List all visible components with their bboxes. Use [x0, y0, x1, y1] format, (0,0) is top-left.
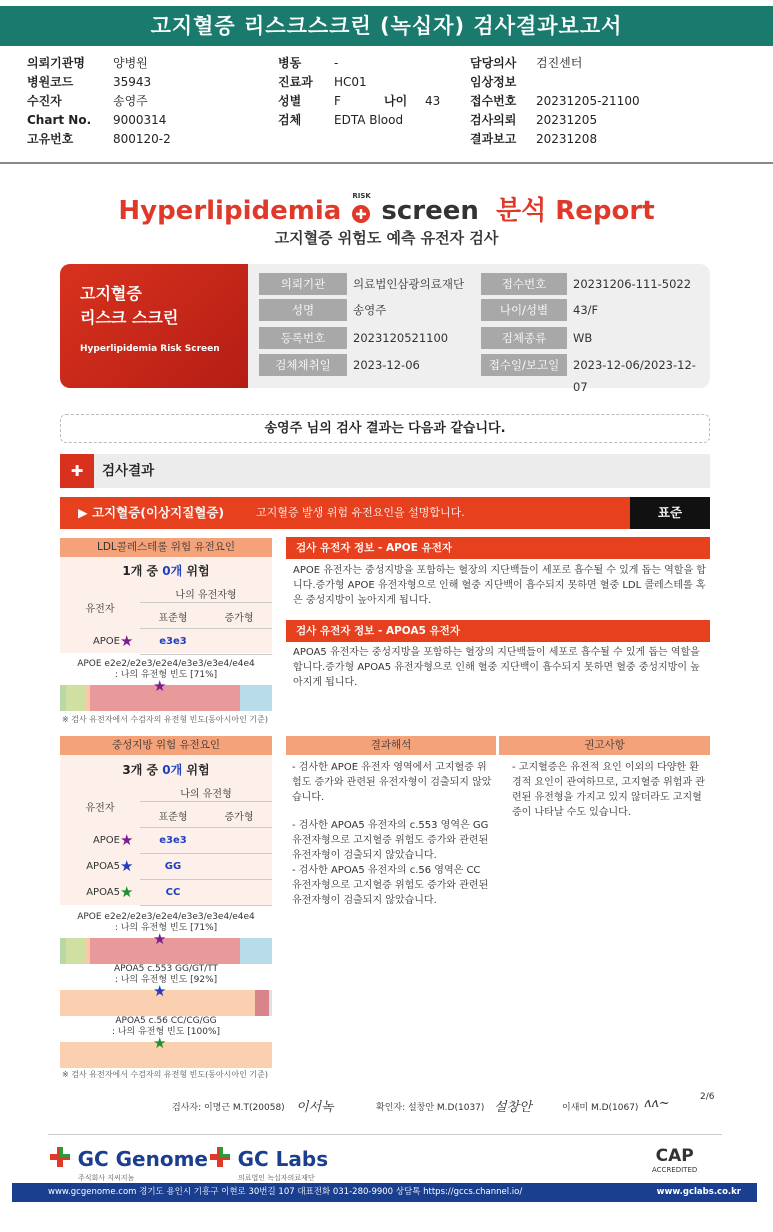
frequency-value: : 나의 유전형 빈도 [100%] — [111, 1027, 221, 1037]
category-desc: 고지혈증 발생 위험 유전요인을 설명합니다. — [256, 506, 465, 519]
header-row — [27, 130, 171, 149]
column-header-my: 나의 유전자형 — [175, 590, 237, 601]
footer-website: www.gclabs.co.kr — [656, 1187, 741, 1197]
column-header-gene: 유전자 — [85, 604, 115, 615]
header-key: 검체 — [278, 113, 302, 127]
risk-logo-icon — [350, 191, 372, 222]
frequency-value: : 나의 유전형 빈도 [71%] — [114, 923, 218, 933]
star-icon: ★ — [120, 883, 134, 901]
table-line — [140, 853, 272, 854]
ldl-count: 1개 중 0개 위험 — [122, 564, 210, 578]
table-line — [140, 654, 272, 655]
header-row — [278, 54, 403, 73]
header-row — [470, 92, 640, 111]
gene-info-apoe-header: 검사 유전자 정보 - APOE 유전자 — [286, 537, 710, 559]
cap-name: CAP — [655, 1146, 694, 1166]
gc-labs-name: GC Labs — [237, 1147, 329, 1171]
third-signer-label: 이새미 M.D(1067) — [562, 1103, 639, 1113]
cap-accredited-logo — [652, 1146, 697, 1174]
report-title: 고지혈증 리스크스크린 (녹십자) 검사결과보고서 — [0, 6, 773, 46]
ldl-note: ※ 검사 유전자에서 수검자의 유전형 빈도(동아시아인 기준) — [62, 715, 268, 724]
header-key: 임상정보 — [470, 75, 517, 89]
info-key: 접수일/보고일 — [481, 354, 567, 376]
header-value: EDTA Blood — [334, 113, 404, 127]
tester-signature: 이서녹 — [296, 1100, 334, 1115]
footer-divider — [48, 1134, 722, 1135]
category-name: ▶ 고지혈증(이상지질혈증) — [78, 505, 225, 520]
frequency-label: APOE e2e2/e2e3/e2e4/e3e3/e3e4/e4e4 — [77, 912, 255, 922]
report-subtitle: 고지혈증 위험도 예측 유전자 검사 — [274, 229, 499, 247]
cap-sub: ACCREDITED — [652, 1166, 698, 1174]
info-value: 2023-12-06/2023-12-07 — [573, 358, 696, 394]
table-line — [140, 905, 272, 906]
header-value: - — [334, 56, 339, 70]
header-value: 송영주 — [113, 94, 148, 108]
table-line — [140, 827, 272, 828]
risk-label: RISK — [352, 191, 371, 200]
header-age — [384, 92, 440, 111]
header-value: 800120-2 — [113, 132, 171, 146]
brand-part3: 분석 Report — [495, 196, 655, 226]
gc-cross-icon — [208, 1145, 232, 1173]
header-row — [470, 130, 640, 149]
info-value: 송영주 — [353, 303, 387, 317]
brand-part2: screen — [381, 196, 479, 226]
section-title: 검사결과 — [102, 463, 155, 479]
interpretation-item: - 검사한 APOA5 유전자의 c.553 영역은 GG 유전자형으로 고지혈증 위험도 증가와 관련된 유전자형이 검출되지 않았습니다. — [292, 820, 489, 861]
interpretation-item: - 검사한 APOA5 유전자의 c.56 영역은 CC 유전자형으로 고지혈증 위험도 증가와 관련된 유전자형이 검출되지 않았습니다. — [292, 865, 489, 906]
header-value: 양병원 — [113, 56, 148, 70]
header-divider — [0, 162, 773, 164]
star-icon: ★ — [120, 632, 134, 650]
gc-labs-sub: 의료법인 녹십자의료재단 — [238, 1174, 315, 1182]
interpretation-item: - 검사한 APOE 유전자 영역에서 고지혈증 위험도 증가와 관련된 유전자형이 검출되지 않았습니다. — [292, 762, 492, 803]
frequency-value: : 나의 유전형 빈도 [92%] — [114, 975, 218, 985]
star-icon: ★ — [153, 982, 167, 1000]
header-value: 9000314 — [113, 113, 167, 127]
header-row — [278, 111, 403, 130]
header-row — [27, 92, 171, 111]
header-key: Chart No. — [27, 113, 92, 127]
header-value: 20231205 — [536, 113, 598, 127]
info-key: 나이/성별 — [481, 299, 567, 321]
star-icon: ★ — [120, 857, 134, 875]
interpretation-text — [292, 760, 492, 908]
header-value: F — [334, 94, 341, 108]
frequency-segment — [66, 938, 86, 964]
header-key: 병동 — [278, 56, 302, 70]
header-value: 35943 — [113, 75, 152, 89]
ldl-header: LDL콜레스테롤 위험 유전요인 — [60, 538, 272, 557]
header-key: 병원코드 — [27, 75, 74, 89]
gc-labs-logo — [208, 1145, 328, 1183]
star-icon: ★ — [153, 677, 167, 695]
header-row — [470, 73, 640, 92]
header-value: 20231205-21100 — [536, 94, 640, 108]
info-value: 20231206-111-5022 — [573, 277, 692, 291]
result-banner: 송영주 님의 검사 결과는 다음과 같습니다. — [60, 414, 710, 443]
genotype-standard: e3e3 — [159, 636, 187, 647]
age-label: 나이 — [384, 94, 408, 108]
panel-line2: 리스크 스크린 — [80, 308, 179, 327]
info-key: 성명 — [259, 299, 347, 321]
star-icon: ★ — [153, 930, 167, 948]
third-signature: ʌʌ~ — [644, 1096, 670, 1111]
category-bar — [60, 497, 630, 529]
header-key: 고유번호 — [27, 132, 74, 146]
frequency-segment — [66, 685, 86, 711]
info-value: 2023120521100 — [353, 331, 449, 345]
gc-genome-name: GC Genome — [77, 1147, 208, 1171]
gene-info-apoe-text: APOE 유전자는 중성지방을 포함하는 혈장의 지단백들이 세포로 흡수될 수 있게 돕는 역할을 합니다.증가형 APOE 유전자형으로 인해 혈중 지단백이 흡수되지 못하면 혈중 LDL 콜레스테롤 혹은 중성지방이 높아지게 됩니다. — [293, 565, 706, 606]
risk-level-badge: 표준 — [630, 497, 710, 529]
info-key: 등록번호 — [259, 327, 347, 349]
table-line — [140, 628, 272, 629]
gene-name: APOE — [92, 636, 120, 647]
tg-count: 3개 중 0개 위험 — [122, 763, 210, 777]
frequency-segment — [240, 685, 272, 711]
header-col-3 — [470, 54, 640, 149]
tg-header: 중성지방 위험 유전요인 — [60, 736, 272, 755]
header-value: 검진센터 — [536, 56, 583, 70]
frequency-segment — [240, 938, 272, 964]
gene-name: APOA5 — [86, 861, 120, 872]
frequency-label: APOA5 c.56 CC/CG/GG — [115, 1016, 217, 1026]
frequency-label: APOA5 c.553 GG/GT/TT — [113, 964, 219, 974]
gc-cross-icon — [48, 1145, 72, 1173]
header-key: 접수번호 — [470, 94, 517, 108]
info-key: 검체종류 — [481, 327, 567, 349]
header-value: 20231208 — [536, 132, 598, 146]
info-value: 의료법인삼광의료재단 — [353, 277, 465, 291]
info-value: 43/F — [573, 303, 599, 317]
column-header-gene: 유전자 — [85, 803, 115, 814]
brand-part1: Hyperlipidemia — [118, 196, 342, 226]
header-col-1 — [27, 54, 171, 149]
column-header-inc: 증가형 — [224, 812, 254, 823]
frequency-segment — [269, 990, 272, 1016]
panel-line3: Hyperlipidemia Risk Screen — [80, 344, 220, 354]
info-value: WB — [573, 331, 593, 345]
recommendation-header: 권고사항 — [499, 736, 710, 755]
gene-info-apoa5-header: 검사 유전자 정보 - APOA5 유전자 — [286, 620, 710, 642]
gene-name: APOA5 — [86, 887, 120, 898]
gc-genome-logo — [48, 1145, 208, 1183]
column-header-std: 표준형 — [158, 812, 188, 823]
info-key: 의뢰기관 — [259, 273, 347, 295]
genotype-standard: e3e3 — [159, 835, 187, 846]
interpretation-header: 결과해석 — [286, 736, 496, 755]
info-value: 2023-12-06 — [353, 358, 420, 372]
column-header-my: 나의 유전형 — [180, 789, 232, 800]
info-key: 검체채취일 — [259, 354, 347, 376]
recommendation-text: - 고지혈증은 유전적 요인 이외의 다양한 환경적 요인이 관여하므로, 고지혈증 위험과 관련된 유전형을 가지고 있지 않더라도 고지혈증이 나타날 수도 있습니다. — [512, 762, 705, 818]
frequency-segment — [255, 990, 269, 1016]
header-key: 검사의뢰 — [470, 113, 517, 127]
column-header-inc: 증가형 — [224, 613, 254, 624]
footer-address: www.gcgenome.com 경기도 용인시 기흥구 이현로 30번길 107 대표전화 031-280-9900 상담톡 https://gccs.channel.io/ — [48, 1187, 523, 1197]
table-line — [140, 602, 272, 603]
table-line — [140, 801, 272, 802]
header-value: HC01 — [334, 75, 367, 89]
header-key: 진료과 — [278, 75, 313, 89]
panel-line1: 고지혈증 — [80, 284, 142, 303]
info-key: 접수번호 — [481, 273, 567, 295]
page-number: 2/6 — [700, 1092, 715, 1102]
header-row — [27, 73, 171, 92]
header-key: 수진자 — [27, 94, 62, 108]
header-row — [27, 54, 171, 73]
star-icon: ★ — [153, 1034, 167, 1052]
tester-label: 검사자: 이명근 M.T(20058) — [172, 1103, 285, 1113]
header-row — [470, 54, 640, 73]
tg-note: ※ 검사 유전자에서 수검자의 유전형 빈도(동아시아인 기준) — [62, 1070, 268, 1079]
brand-title — [0, 190, 773, 227]
header-key: 담당의사 — [470, 56, 517, 70]
header-key: 의뢰기관명 — [27, 56, 85, 70]
frequency-value: : 나의 유전형 빈도 [71%] — [114, 670, 218, 680]
table-line — [140, 879, 272, 880]
gene-name: APOE — [92, 835, 120, 846]
confirmer-label: 확인자: 설창안 M.D(1037) — [376, 1103, 485, 1113]
header-row — [470, 111, 640, 130]
section-header — [60, 454, 710, 488]
product-panel — [60, 264, 248, 388]
medical-kit-icon: ✚ — [60, 454, 94, 488]
genotype-standard: CC — [165, 887, 181, 898]
gc-genome-sub: 주식회사 지씨지놈 — [78, 1174, 135, 1182]
genotype-standard: GG — [164, 861, 182, 872]
column-header-std: 표준형 — [158, 613, 188, 624]
frequency-label: APOE e2e2/e2e3/e2e4/e3e3/e3e4/e4e4 — [77, 659, 255, 669]
confirmer-signature: 설창안 — [494, 1100, 532, 1115]
gene-info-apoa5-text: APOA5 유전자는 중성지방을 포함하는 혈장의 지단백들이 세포로 흡수될 수 있게 돕는 역할을 합니다.증가형 APOA5 유전자형으로 인해 혈중 지단백이 흡수되지 못하면 혈중 중성지방이 높아지게 됩니다. — [293, 647, 700, 688]
footer-contact-bar — [12, 1183, 757, 1202]
header-key: 결과보고 — [470, 132, 517, 146]
age-value: 43 — [425, 94, 441, 108]
header-row — [27, 111, 171, 130]
header-key: 성별 — [278, 94, 302, 108]
star-icon: ★ — [120, 831, 134, 849]
header-row — [278, 73, 403, 92]
